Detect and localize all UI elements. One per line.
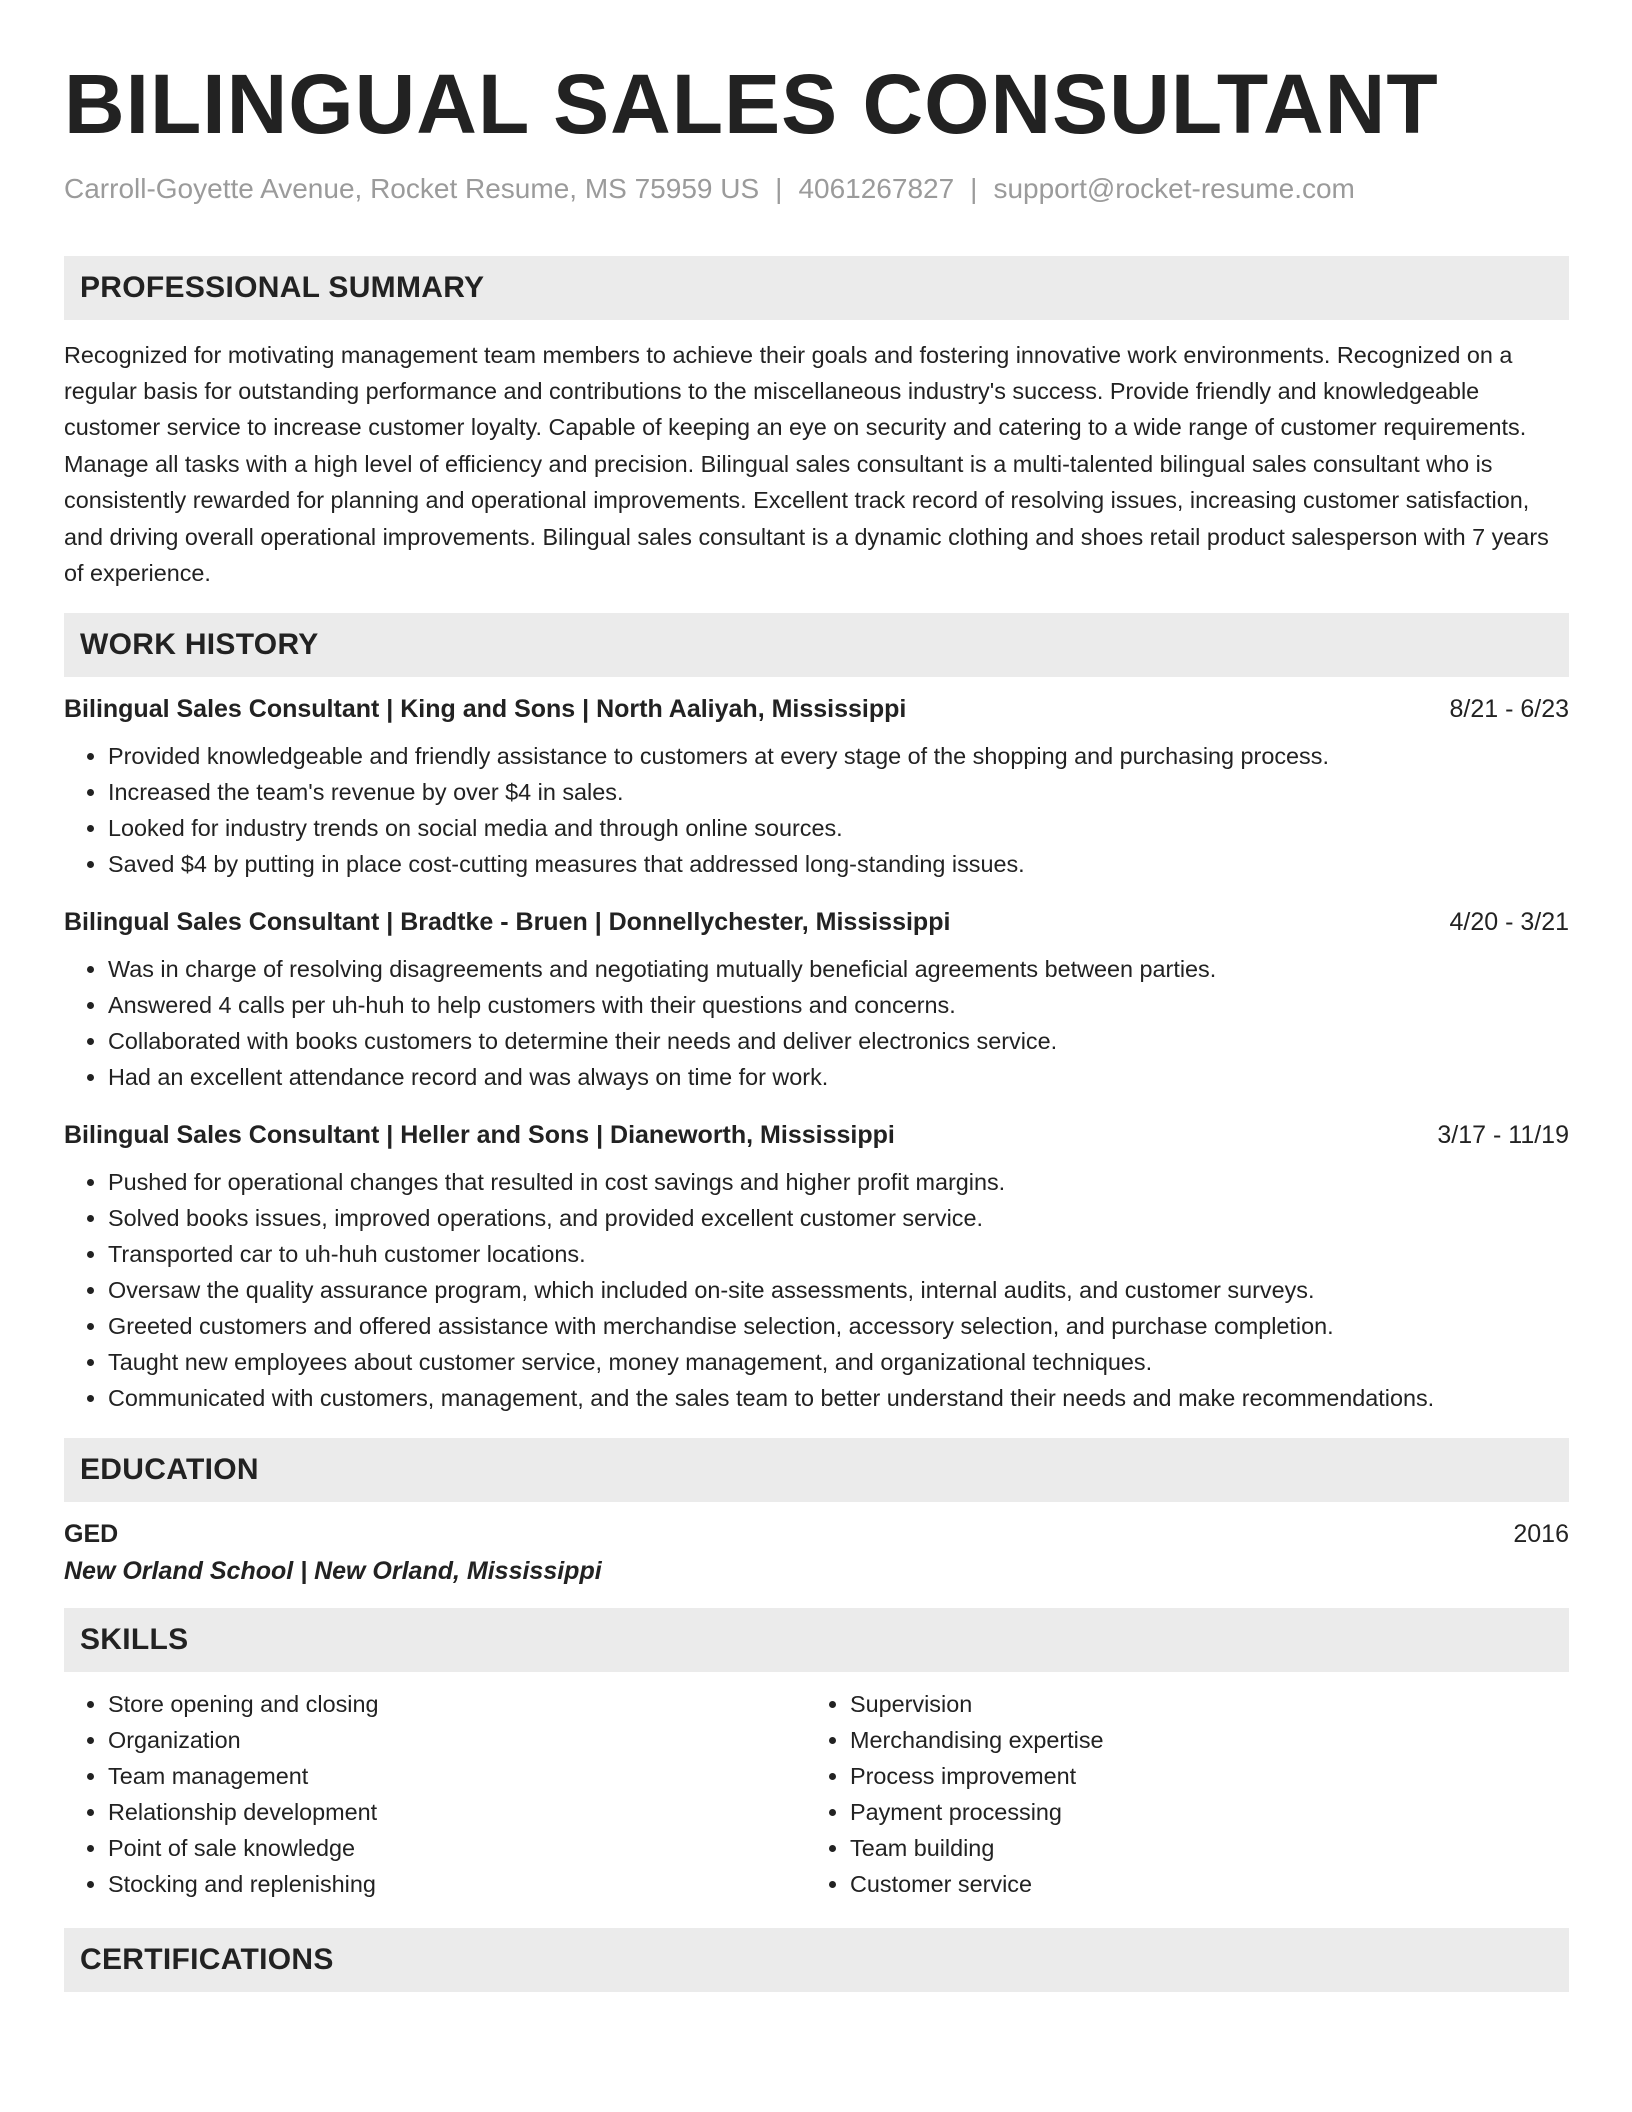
job-dates: 4/20 - 3/21: [1449, 908, 1569, 937]
job-bullet: • Increased the team's revenue by over $4 in sales.: [108, 774, 1569, 810]
education-heading-row: [64, 1520, 1569, 1549]
skill-item: • Point of sale knowledge: [108, 1830, 806, 1866]
job-bullet: • Had an excellent attendance record and was always on time for work.: [108, 1059, 1569, 1095]
job-bullet: • Greeted customers and offered assistance with merchandise selection, accessory selection, and purchase completion.: [108, 1308, 1569, 1344]
job-bullet: • Looked for industry trends on social media and through online sources.: [108, 810, 1569, 846]
section-header-work-history: WORK HISTORY: [64, 613, 1569, 677]
contact-line: [64, 172, 1569, 206]
job-bullet: • Provided knowledgeable and friendly assistance to customers at every stage of the shopping and purchasing process.: [108, 738, 1569, 774]
skill-item: • Supervision: [850, 1686, 1548, 1722]
skills-list-right: [806, 1686, 1548, 1902]
resume-name: BILINGUAL SALES CONSULTANT: [64, 57, 1439, 151]
job-bullet: • Pushed for operational changes that resulted in cost savings and higher profit margins.: [108, 1164, 1569, 1200]
contact-address: Carroll-Goyette Avenue, Rocket Resume, MS 75959 US: [64, 173, 760, 204]
job-dates: 8/21 - 6/23: [1449, 695, 1569, 724]
education-year: 2016: [1513, 1520, 1569, 1549]
skill-item: • Organization: [108, 1722, 806, 1758]
skill-item: • Team management: [108, 1758, 806, 1794]
contact-separator: |: [970, 173, 978, 204]
skills-columns: [64, 1686, 1569, 1902]
skill-item: • Merchandising expertise: [850, 1722, 1548, 1758]
job-bullet: • Was in charge of resolving disagreements and negotiating mutually beneficial agreements between parties.: [108, 951, 1569, 987]
job-entry: [64, 1121, 1569, 1416]
summary-text: Recognized for motivating management team members to achieve their goals and fostering innovative work environments. Recognized on a regular basis for outstanding performance and contributions to the miscellaneous industry's success. Provide friendly and knowledgeable customer service to increase customer loyalty. Capable of keeping an eye on security and catering to a wide range of customer requirements. Manage all tasks with a high level of efficiency and precision. Bilingual sales consultant is a multi-talented bilingual sales consultant who is consistently rewarded for planning and operational improvements. Excellent track record of resolving issues, increasing customer satisfaction, and driving overall operational improvements. Bilingual sales consultant is a dynamic clothing and shoes retail product salesperson with 7 years of experience.: [64, 341, 1549, 587]
job-bullets: [64, 738, 1569, 882]
skill-item: • Team building: [850, 1830, 1548, 1866]
job-heading-row: [64, 1121, 1569, 1150]
contact-separator: |: [775, 173, 783, 204]
skill-item: • Relationship development: [108, 1794, 806, 1830]
section-header-summary: PROFESSIONAL SUMMARY: [64, 256, 1569, 320]
job-bullet: • Collaborated with books customers to determine their needs and deliver electronics service.: [108, 1023, 1569, 1059]
job-bullet: • Answered 4 calls per uh-huh to help customers with their questions and concerns.: [108, 987, 1569, 1023]
education-school: New Orland School | New Orland, Mississippi: [64, 1557, 602, 1586]
skill-item: • Payment processing: [850, 1794, 1548, 1830]
skills-list-left: [64, 1686, 806, 1902]
skill-item: • Customer service: [850, 1866, 1548, 1902]
skill-item: • Stocking and replenishing: [108, 1866, 806, 1902]
job-title: Bilingual Sales Consultant | Bradtke - Bruen | Donnellychester, Mississippi: [64, 908, 951, 937]
job-title: Bilingual Sales Consultant | King and Sons | North Aaliyah, Mississippi: [64, 695, 907, 724]
skill-item: • Store opening and closing: [108, 1686, 806, 1722]
job-title: Bilingual Sales Consultant | Heller and Sons | Dianeworth, Mississippi: [64, 1121, 895, 1150]
job-bullet: • Saved $4 by putting in place cost-cutting measures that addressed long-standing issues.: [108, 846, 1569, 882]
job-dates: 3/17 - 11/19: [1437, 1121, 1569, 1150]
contact-email: support@rocket-resume.com: [993, 173, 1355, 204]
skill-item: • Process improvement: [850, 1758, 1548, 1794]
job-bullet: • Oversaw the quality assurance program, which included on-site assessments, internal audits, and customer surveys.: [108, 1272, 1569, 1308]
job-bullet: • Taught new employees about customer service, money management, and organizational techniques.: [108, 1344, 1569, 1380]
education-entry: [64, 1520, 1569, 1586]
section-header-education: EDUCATION: [64, 1438, 1569, 1502]
job-bullet: • Solved books issues, improved operations, and provided excellent customer service.: [108, 1200, 1569, 1236]
job-bullet: • Transported car to uh-huh customer locations.: [108, 1236, 1569, 1272]
job-entry: [64, 695, 1569, 882]
section-header-skills: SKILLS: [64, 1608, 1569, 1672]
education-degree: GED: [64, 1520, 119, 1549]
job-heading-row: [64, 695, 1569, 724]
job-bullet: • Communicated with customers, management, and the sales team to better understand their needs and make recommendations.: [108, 1380, 1569, 1416]
contact-phone: 4061267827: [798, 173, 955, 204]
section-header-certifications: CERTIFICATIONS: [64, 1928, 1569, 1992]
job-bullets: [64, 1164, 1569, 1416]
job-heading-row: [64, 908, 1569, 937]
job-bullets: [64, 951, 1569, 1095]
job-entry: [64, 908, 1569, 1095]
